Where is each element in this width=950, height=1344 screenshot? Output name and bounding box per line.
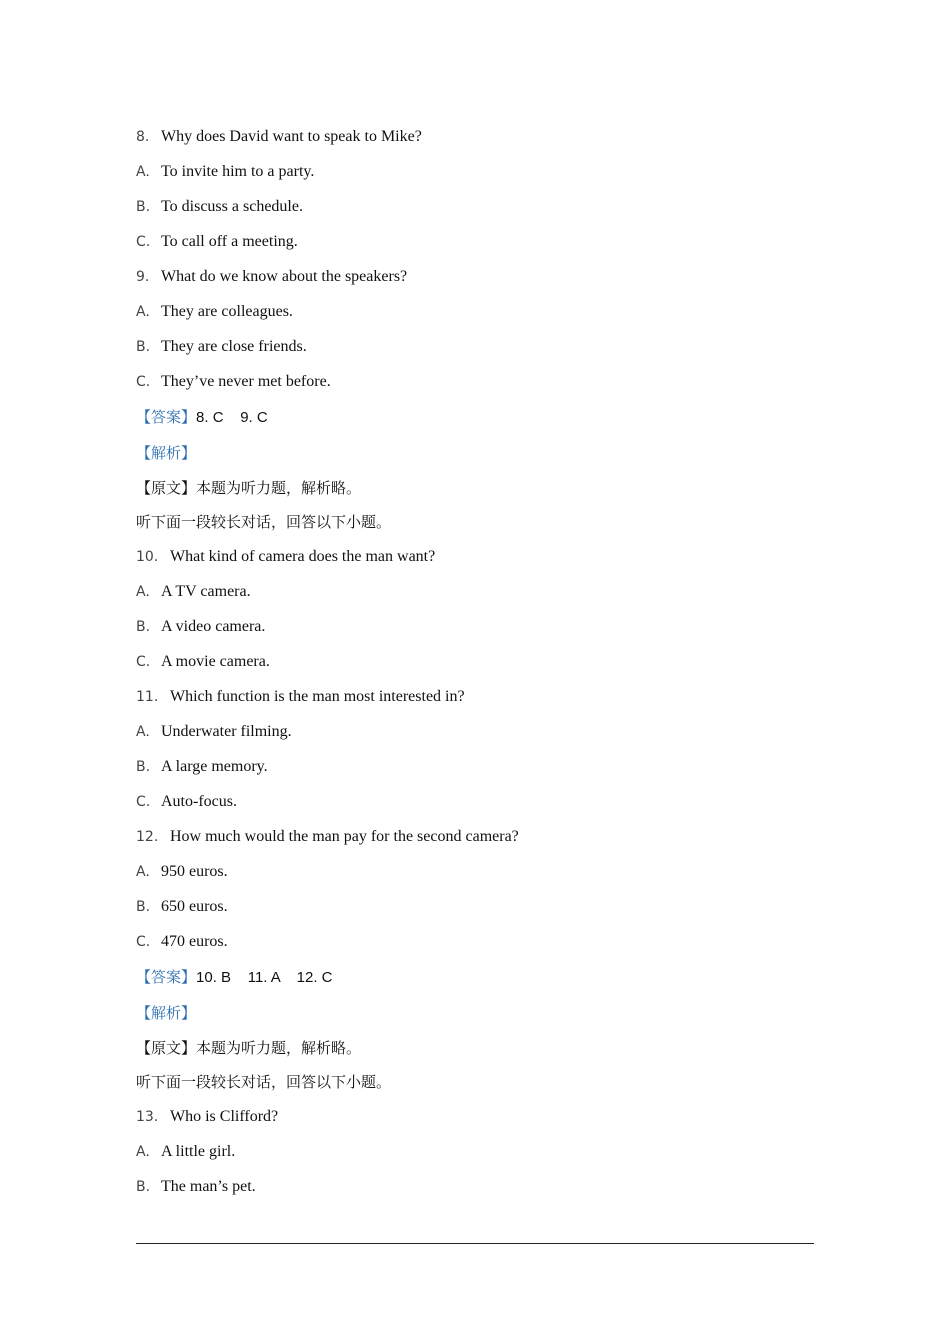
original-text: 本题为听力题，解析略。 <box>196 1039 362 1057</box>
option-letter: C. <box>136 374 151 390</box>
option-letter: B. <box>136 759 151 775</box>
option-letter: B. <box>136 199 151 215</box>
option-text: They are close friends. <box>161 338 307 355</box>
option-12c <box>136 930 228 954</box>
option-12b <box>136 895 228 919</box>
original-label: 【原文】 <box>136 1039 197 1057</box>
question-number: 11. <box>136 689 159 705</box>
analysis-line <box>136 441 196 465</box>
option-8a <box>136 160 314 184</box>
option-letter: B. <box>136 619 151 635</box>
option-letter: A. <box>136 864 150 880</box>
option-text: To invite him to a party. <box>161 163 315 180</box>
answer-text: 8. C 9. C <box>196 409 268 426</box>
option-text: A TV camera. <box>161 583 251 600</box>
option-letter: C. <box>136 234 151 250</box>
option-letter: A. <box>136 584 150 600</box>
answer-label: 【答案】 <box>136 408 197 426</box>
analysis-label: 【解析】 <box>136 444 197 462</box>
question-text: Why does David want to speak to Mike? <box>161 128 422 145</box>
option-text: A video camera. <box>161 618 266 635</box>
analysis-line <box>136 1001 196 1025</box>
question-text: How much would the man pay for the second camera? <box>170 828 519 845</box>
instruction-text: 听下面一段较长对话，回答以下小题。 <box>136 1073 392 1091</box>
question-13 <box>136 1105 278 1129</box>
option-text: A little girl. <box>161 1143 236 1160</box>
option-letter: C. <box>136 934 151 950</box>
original-line <box>136 476 361 500</box>
option-9a <box>136 300 293 324</box>
option-8c <box>136 230 298 254</box>
question-8 <box>136 125 422 149</box>
option-text: Underwater filming. <box>161 723 292 740</box>
option-text: 950 euros. <box>161 863 228 880</box>
question-text: What do we know about the speakers? <box>161 268 408 285</box>
question-number: 12. <box>136 829 159 845</box>
option-letter: B. <box>136 1179 151 1195</box>
option-text: To call off a meeting. <box>161 233 298 250</box>
option-13a <box>136 1140 235 1164</box>
option-12a <box>136 860 228 884</box>
question-10 <box>136 545 435 569</box>
option-text: 470 euros. <box>161 933 228 950</box>
question-number: 10. <box>136 549 159 565</box>
instruction-line <box>136 510 391 534</box>
original-line <box>136 1036 361 1060</box>
option-letter: B. <box>136 899 151 915</box>
option-11a <box>136 720 292 744</box>
option-letter: A. <box>136 304 150 320</box>
option-13b <box>136 1175 256 1199</box>
answer-line <box>136 965 333 989</box>
answer-line <box>136 405 268 429</box>
original-label: 【原文】 <box>136 479 197 497</box>
option-text: A large memory. <box>161 758 268 775</box>
option-10c <box>136 650 270 674</box>
option-letter: C. <box>136 654 151 670</box>
answer-label: 【答案】 <box>136 968 197 986</box>
option-9c <box>136 370 331 394</box>
option-8b <box>136 195 303 219</box>
option-letter: C. <box>136 794 151 810</box>
option-11b <box>136 755 268 779</box>
option-text: 650 euros. <box>161 898 228 915</box>
question-number: 8. <box>136 129 150 145</box>
option-text: They’ve never met before. <box>161 373 331 390</box>
question-11 <box>136 685 465 709</box>
option-text: They are colleagues. <box>161 303 293 320</box>
original-text: 本题为听力题，解析略。 <box>196 479 362 497</box>
question-number: 13. <box>136 1109 159 1125</box>
answer-text: 10. B 11. A 12. C <box>196 969 333 986</box>
option-10b <box>136 615 265 639</box>
instruction-text: 听下面一段较长对话，回答以下小题。 <box>136 513 392 531</box>
question-number: 9. <box>136 269 150 285</box>
question-text: What kind of camera does the man want? <box>170 548 436 565</box>
option-letter: A. <box>136 164 150 180</box>
option-text: A movie camera. <box>161 653 270 670</box>
option-text: To discuss a schedule. <box>161 198 303 215</box>
option-text: The man’s pet. <box>161 1178 256 1195</box>
question-9 <box>136 265 407 289</box>
question-text: Who is Clifford? <box>170 1108 279 1125</box>
analysis-label: 【解析】 <box>136 1004 197 1022</box>
option-text: Auto-focus. <box>161 793 237 810</box>
option-letter: B. <box>136 339 151 355</box>
instruction-line <box>136 1070 391 1094</box>
option-9b <box>136 335 307 359</box>
footer-divider <box>136 1243 814 1244</box>
option-11c <box>136 790 237 814</box>
option-letter: A. <box>136 1144 150 1160</box>
option-letter: A. <box>136 724 150 740</box>
option-10a <box>136 580 251 604</box>
question-12 <box>136 825 519 849</box>
question-text: Which function is the man most interested in? <box>170 688 465 705</box>
